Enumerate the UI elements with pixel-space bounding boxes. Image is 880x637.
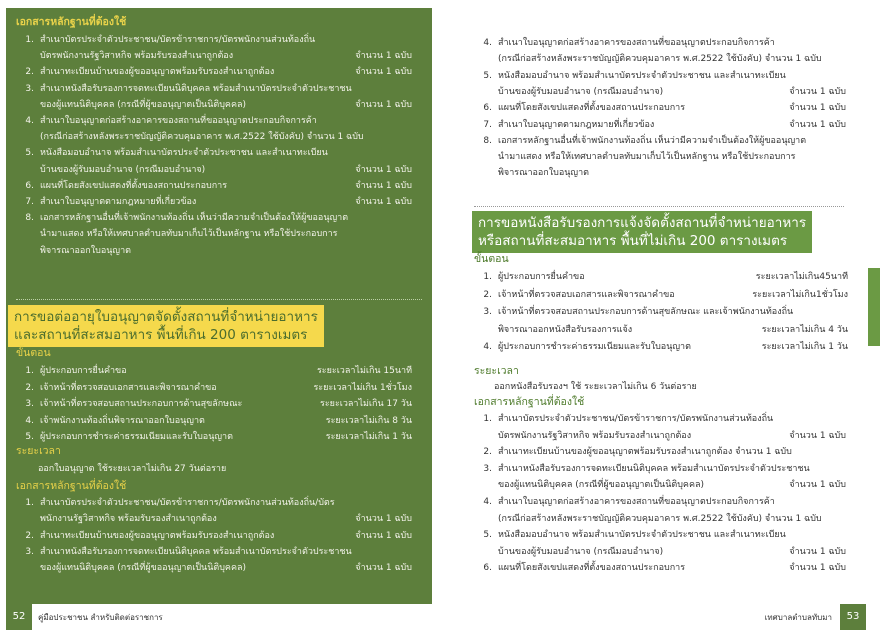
step-duration: ระยะเวลาไม่เกิน 1ชั่วโมง [313,382,412,393]
docs2-title: เอกสารหลักฐานที่ต้องใช้ [474,396,585,408]
list-item [20,529,412,543]
item-text: สำเนาบัตรประจำตัวประชาชน/บัตรข้าราชการ/บัตรพนักงานส่วนท้องถิ่น [40,35,316,45]
item-text: หนังสือมอบอำนาจ พร้อมสำเนาบัตรประจำตัวประชาชน และสำเนาทะเบียน [498,530,786,541]
item-number: 5. [483,70,492,81]
item-text: หนังสือมอบอำนาจ พร้อมสำเนาบัตรประจำตัวประชาชน และสำเนาทะเบียน [498,70,786,81]
list-item [478,412,846,426]
page-number-right: 53 [840,604,866,630]
divider [474,206,844,207]
step-text: เจ้าหน้าที่ตรวจสอบเอกสารและพิจารณาคำขอ [498,289,675,300]
docs-section-title: เอกสารหลักฐานที่ต้องใช้ [16,16,127,28]
list-item [478,69,846,83]
step-text: เจ้าพนักงานท้องถิ่นพิจารณาออกใบอนุญาต [40,415,205,426]
steps-title: ขั้นตอน [474,253,509,265]
item-continuation [40,49,412,63]
item-amount: จำนวน 1 ฉบับ [355,180,412,191]
item-text: บัตรพนักงานรัฐวิสาหกิจ พร้อมรับรองสำเนาถูกต้อง [498,430,692,441]
item-text: บ้านของผู้รับมอบอำนาจ (กรณีมอบอำนาจ) [498,546,664,557]
step-text: ผู้ประกอบการชำระค่าธรรมเนียมและรับใบอนุญาต [40,432,233,442]
item-amount: จำนวน 1 ฉบับ [355,563,412,574]
step-item [478,340,848,354]
period-text: ออกหนังสือรับรองฯ ใช้ ระยะเวลาไม่เกิน 6 วันต่อราย [494,382,697,392]
item-continuation [40,512,412,526]
item-number: 4. [483,38,492,48]
item-text: บัตรพนักงานรัฐวิสาหกิจ พร้อมรับรองสำเนาถูกต้อง [40,51,234,62]
notification-banner: การขอหนังสือรับรองการแจ้งจัดตั้งสถานที่จำหน่ายอาหาร หรือสถานที่สะสมอาหาร พื้นที่ไม่เกิน 200 ตารางเมตร [472,211,812,253]
list-item [20,496,412,510]
item-amount: จำนวน 1 ฉบับ [789,86,846,97]
item-amount: จำนวน 1 ฉบับ [789,430,846,441]
item-text: สำเนาทะเบียนบ้านของผู้ขออนุญาตพร้อมรับรองสำเนาถูกต้อง [40,530,275,541]
item-amount: จำนวน 1 ฉบับ [789,480,846,491]
step-number: 1. [25,366,34,376]
footer-text-right: เทศบาลตำบลทับมา [764,613,832,622]
item-text: พิจารณาออกใบอนุญาต [498,168,589,179]
item-number: 5. [483,530,492,541]
step-text: เจ้าหน้าที่ตรวจสอบเอกสารและพิจารณาคำขอ [40,382,217,393]
step-duration: ระยะเวลาไม่เกิน45นาที [755,272,848,282]
item-text: แผนที่โดยสังเขปแสดงที่ตั้งของสถานประกอบการ [40,180,228,191]
item-number: 7. [25,197,34,207]
step-duration: ระยะเวลาไม่เกิน1ชั่วโมง [752,289,848,300]
step-item [20,430,412,444]
step-number: 3. [483,307,492,317]
item-amount: จำนวน 1 ฉบับ [355,530,412,541]
step-number: 4. [483,342,492,352]
step-number: 5. [25,432,34,442]
item-number: 6. [483,103,492,114]
item-continuation [498,150,846,164]
item-number: 4. [483,497,492,507]
item-amount: จำนวน 1 ฉบับ [355,99,412,110]
step-text: ผู้ประกอบการยื่นคำขอ [498,272,585,282]
step-number: 2. [25,382,34,393]
list-item [478,528,846,542]
item-text: สำเนาหนังสือรับรองการจดทะเบียนนิติบุคคล พร้อมสำเนาบัตรประจำตัวประชาชน [498,463,810,474]
step-item [478,270,848,284]
step-text: ผู้ประกอบการชำระค่าธรรมเนียมและรับใบอนุญาต [498,342,691,352]
item-text: สำเนาบัตรประจำตัวประชาชน/บัตรข้าราชการ/บัตรพนักงานส่วนท้องถิ่น/บัตร [40,498,335,508]
renewal-banner: การขอต่ออายุใบอนุญาตจัดตั้งสถานที่จำหน่ายอาหาร และสถานที่สะสมอาหาร พื้นที่เกิน 200 ตารางเมตร [8,305,324,347]
list-item [478,561,846,575]
step-text: พิจารณาออกหนังสือรับรองการแจ้ง [498,324,633,335]
item-amount: จำนวน 1 ฉบับ [355,197,412,207]
docs2-title: เอกสารหลักฐานที่ต้องใช้ [16,480,127,492]
list-item [20,545,412,559]
item-amount: จำนวน 1 ฉบับ [355,164,412,175]
item-number: 8. [25,213,34,224]
item-text: เอกสารหลักฐานอื่นที่เจ้าพนักงานท้องถิ่น เห็นว่ามีความจำเป็นต้องให้ผู้ขออนุญาต [498,135,807,146]
step-duration: ระยะเวลาไม่เกิน 17 วัน [320,399,412,409]
list-item [20,211,412,225]
item-continuation [40,98,412,112]
step-text: ผู้ประกอบการยื่นคำขอ [40,366,127,376]
item-text: เอกสารหลักฐานอื่นที่เจ้าพนักงานท้องถิ่น เห็นว่ามีความจำเป็นต้องให้ผู้ขออนุญาต [40,213,349,224]
step-duration: ระยะเวลาไม่เกิน 1 วัน [325,432,412,442]
step-item [478,288,848,302]
right-page [442,8,874,604]
item-text: (กรณีก่อสร้างหลังพระราชบัญญัติควบคุมอาคาร พ.ศ.2522 ใช้บังคับ) จำนวน 1 ฉบับ [498,513,822,524]
list-item [20,179,412,193]
list-item [20,33,412,47]
item-text: สำเนาหนังสือรับรองการจดทะเบียนนิติบุคคล พร้อมสำเนาบัตรประจำตัวประชาชน [40,546,352,557]
footer-left [6,604,432,630]
left-page [6,8,432,604]
item-number: 2. [25,530,34,541]
item-continuation [40,244,412,258]
item-continuation [40,130,412,144]
step-duration: ระยะเวลาไม่เกิน 4 วัน [761,324,848,335]
item-continuation [498,478,846,492]
item-number: 5. [25,148,34,159]
item-text: แผนที่โดยสังเขปแสดงที่ตั้งของสถานประกอบการ [498,563,686,574]
item-number: 2. [483,447,492,458]
item-text: สำเนาหนังสือรับรองการจดทะเบียนนิติบุคคล พร้อมสำเนาบัตรประจำตัวประชาชน [40,83,352,94]
step-text: เจ้าหน้าที่ตรวจสอบสถานประกอบการด้านสุขลักษณะ [40,399,243,409]
step-number: 1. [483,272,492,282]
item-text: นำมาแสดง หรือให้เทศบาลตำบลทับมาเก็บไว้เป็นหลักฐาน หรือใช้ประกอบการ [40,229,338,240]
item-text: พิจารณาออกใบอนุญาต [40,245,131,256]
period-text: ออกใบอนุญาต ใช้ระยะเวลาไม่เกิน 27 วันต่อราย [38,464,227,474]
step-item [478,305,848,319]
item-amount: จำนวน 1 ฉบับ [355,514,412,525]
list-item [20,146,412,160]
item-text: สำเนาใบอนุญาตก่อสร้างอาคารของสถานที่ขออนุญาตประกอบกิจการค้า [40,116,317,126]
item-number: 6. [483,563,492,574]
item-text: สำเนาใบอนุญาตตามกฎหมายที่เกี่ยวข้อง [498,119,655,130]
step-number: 4. [25,415,34,426]
item-continuation [498,166,846,180]
steps-title: ขั้นตอน [16,347,51,359]
item-amount: จำนวน 1 ฉบับ [355,67,412,78]
item-text: ของผู้แทนนิติบุคคล (กรณีที่ผู้ขออนุญาตเป็นนิติบุคคล) [40,563,246,574]
item-number: 3. [25,83,34,94]
step-item [20,397,412,411]
item-number: 2. [25,67,34,78]
item-amount: จำนวน 1 ฉบับ [789,103,846,114]
item-text: นำมาแสดง หรือให้เทศบาลตำบลทับมาเก็บไว้เป็นหลักฐาน หรือใช้ประกอบการ [498,152,796,163]
item-amount: จำนวน 1 ฉบับ [789,563,846,574]
item-continuation [498,545,846,559]
item-number: 3. [25,546,34,557]
item-continuation [40,561,412,575]
page-number-left: 52 [6,604,32,630]
item-number: 1. [25,498,34,508]
item-text: สำเนาทะเบียนบ้านของผู้ขออนุญาตพร้อมรับรองสำเนาถูกต้อง จำนวน 1 ฉบับ [498,447,792,458]
period-title: ระยะเวลา [474,365,519,377]
step-item [20,381,412,395]
list-item [478,495,846,509]
item-text: สำเนาทะเบียนบ้านของผู้ขออนุญาตพร้อมรับรองสำเนาถูกต้อง [40,67,275,78]
item-number: 3. [483,463,492,474]
item-text: บ้านของผู้รับมอบอำนาจ (กรณีมอบอำนาจ) [498,86,664,97]
item-number: 7. [483,119,492,130]
item-text: หนังสือมอบอำนาจ พร้อมสำเนาบัตรประจำตัวประชาชน และสำเนาทะเบียน [40,148,328,159]
list-item [20,114,412,128]
list-item [20,65,412,79]
item-continuation [40,163,412,177]
footer-text-left: คู่มือประชาชน สำหรับติดต่อราชการ [38,613,163,622]
item-amount: จำนวน 1 ฉบับ [789,119,846,130]
item-text: สำเนาใบอนุญาตก่อสร้างอาคารของสถานที่ขออนุญาตประกอบกิจการค้า [498,497,775,507]
step-text: เจ้าหน้าที่ตรวจสอบสถานประกอบการด้านสุขลักษณะ และเจ้าพนักงานท้องถิ่น [498,307,794,317]
item-continuation [498,85,846,99]
item-text: ของผู้แทนนิติบุคคล (กรณีที่ผู้ขออนุญาตเป็นนิติบุคคล) [40,99,246,110]
period-title: ระยะเวลา [16,445,61,457]
item-text: สำเนาใบอนุญาตตามกฎหมายที่เกี่ยวข้อง [40,197,197,207]
step-duration: ระยะเวลาไม่เกิน 8 วัน [325,415,412,426]
list-item [478,134,846,148]
side-tab [868,268,880,346]
item-number: 1. [25,35,34,45]
item-continuation [498,52,846,66]
item-continuation [40,227,412,241]
item-number: 6. [25,180,34,191]
item-number: 4. [25,116,34,126]
step-number: 2. [483,289,492,300]
item-continuation [498,512,846,526]
item-text: (กรณีก่อสร้างหลังพระราชบัญญัติควบคุมอาคาร พ.ศ.2522 ใช้บังคับ) จำนวน 1 ฉบับ [498,54,822,65]
item-text: สำเนาใบอนุญาตก่อสร้างอาคารของสถานที่ขออนุญาตประกอบกิจการค้า [498,38,775,48]
item-text: (กรณีก่อสร้างหลังพระราชบัญญัติควบคุมอาคาร พ.ศ.2522 ใช้บังคับ) จำนวน 1 ฉบับ [40,132,364,143]
list-item [478,445,846,459]
item-text: บ้านของผู้รับมอบอำนาจ (กรณีมอบอำนาจ) [40,164,206,175]
step-item [20,364,412,378]
item-text: แผนที่โดยสังเขปแสดงที่ตั้งของสถานประกอบการ [498,103,686,114]
item-text: สำเนาบัตรประจำตัวประชาชน/บัตรข้าราชการ/บัตรพนักงานส่วนท้องถิ่น [498,414,774,424]
divider [16,299,422,300]
step-duration: ระยะเวลาไม่เกิน 1 วัน [761,342,848,352]
list-item [478,101,846,115]
step-duration: ระยะเวลาไม่เกิน 15นาที [316,366,412,376]
item-number: 8. [483,135,492,146]
list-item [478,462,846,476]
item-text: ของผู้แทนนิติบุคคล (กรณีที่ผู้ขออนุญาตเป็นนิติบุคคล) [498,480,704,491]
item-number: 1. [483,414,492,424]
item-amount: จำนวน 1 ฉบับ [789,546,846,557]
list-item [478,36,846,50]
step-item [20,414,412,428]
list-item [20,82,412,96]
step-number: 3. [25,399,34,409]
list-item [478,118,846,132]
step-continuation [498,323,848,337]
footer-right [442,604,866,630]
list-item [20,195,412,209]
item-continuation [498,429,846,443]
item-text: พนักงานรัฐวิสาหกิจ พร้อมรับรองสำเนาถูกต้อง [40,514,217,525]
item-amount: จำนวน 1 ฉบับ [355,51,412,62]
